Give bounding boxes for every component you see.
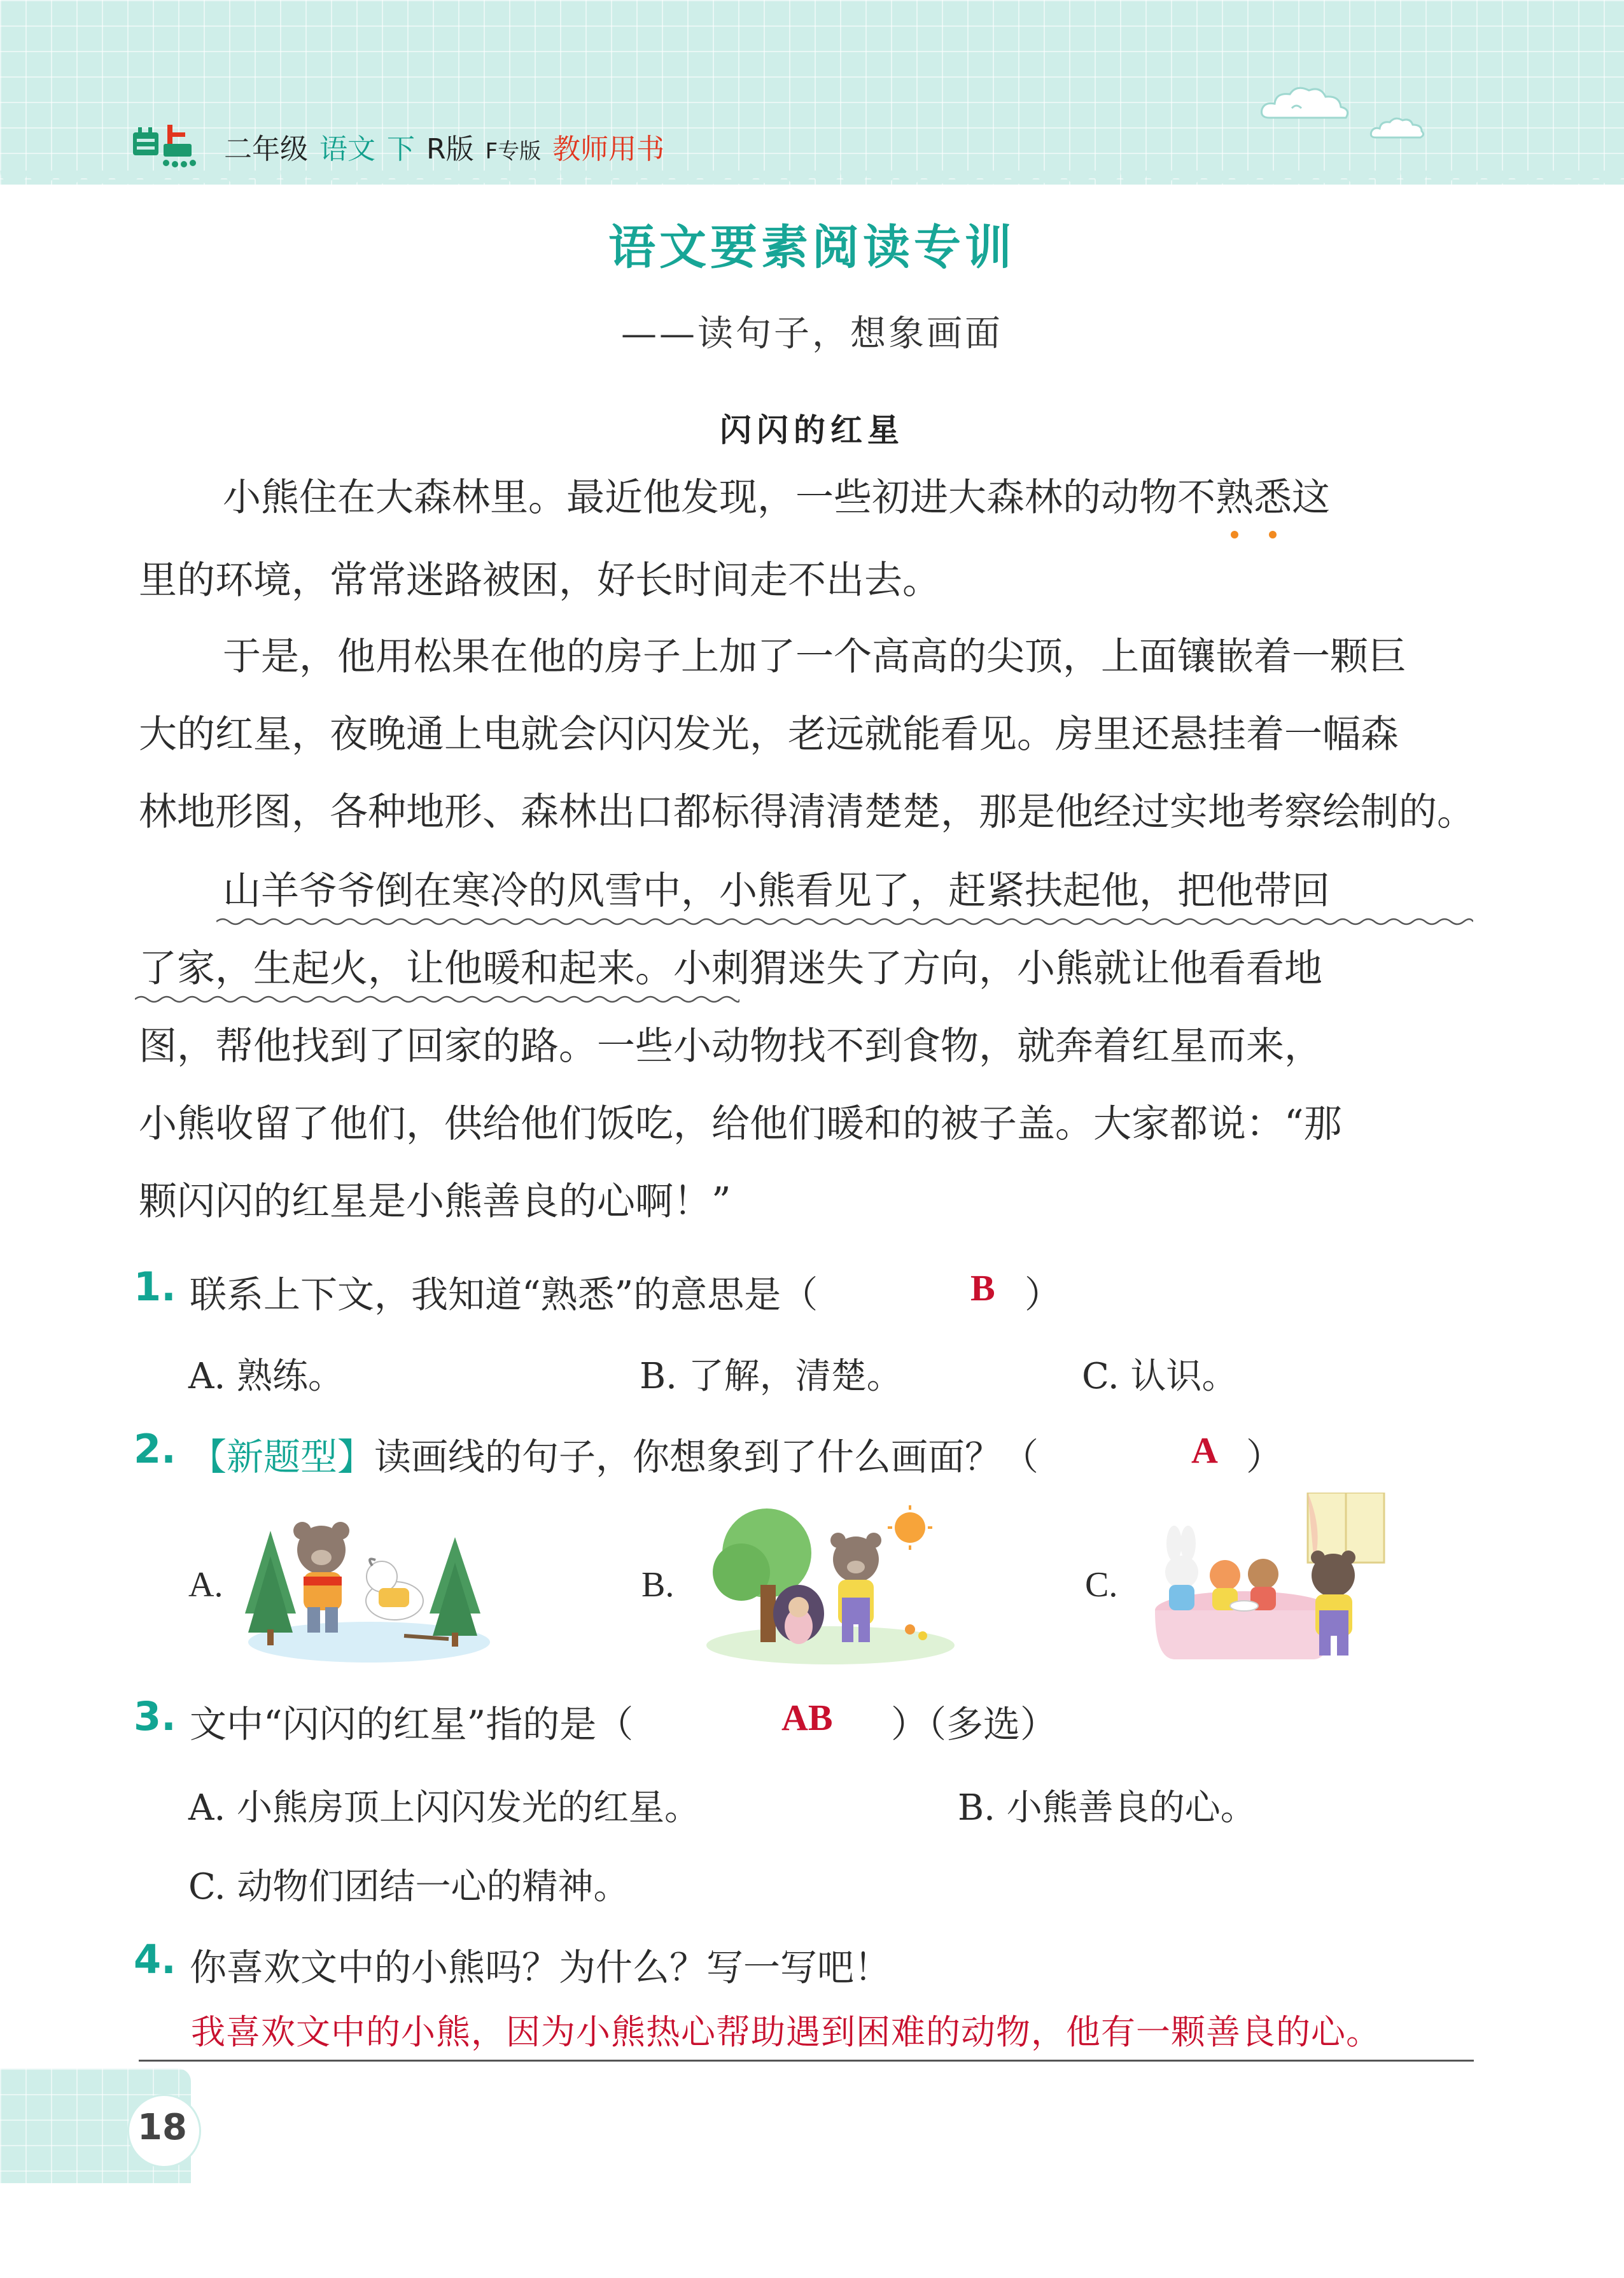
snow-scene-illustration [245, 1505, 493, 1664]
subject-label: 语文 [319, 133, 375, 165]
option-item: A. 小熊房顶上闪闪发光的红星。 [188, 1787, 701, 1829]
story-title: 闪闪的红星 [720, 412, 904, 449]
passage-line: 图，帮他找到了回家的路。一些小动物找不到食物，就奔着红星而来， [139, 1024, 1322, 1069]
wavy-underline [216, 917, 1473, 927]
header-scallop-edge [0, 171, 1624, 199]
question-number: 1. [134, 1263, 176, 1310]
question-number: 4. [134, 1936, 176, 1983]
question-3-answer: AB [781, 1697, 833, 1738]
option-label: C. [1085, 1565, 1118, 1605]
book-type-label: 教师用书 [552, 133, 665, 165]
option-label: B. [641, 1565, 675, 1605]
dining-scene-illustration [1149, 1493, 1390, 1664]
answer-line [139, 2060, 1474, 2062]
option-item: B. 了解，清楚。 [640, 1356, 902, 1397]
passage-line: 小熊收留了他们，供给他们饭吃，给他们暖和的被子盖。大家都说：“那 [139, 1102, 1342, 1146]
book-series-line [224, 126, 664, 164]
cloud-icon [1368, 115, 1425, 143]
question-4-answer: 我喜欢文中的小熊，因为小熊热心帮助遇到困难的动物，他有一颗善良的心。 [191, 2012, 1381, 2052]
page-number: 18 [137, 2107, 187, 2148]
grade-label: 二年级 [224, 133, 308, 165]
passage-line: 了家，生起火，让他暖和起来。小刺猬迷失了方向，小熊就让他看看地 [139, 946, 1322, 991]
new-question-type-tag: 【新题型】 [190, 1435, 375, 1479]
passage-line: 大的红星，夜晚通上电就会闪闪发光，老远就能看见。房里还悬挂着一幅森 [139, 712, 1399, 757]
special-edition-label: F专版 [485, 139, 542, 164]
question-3-close-paren: ）（多选） [891, 1703, 1058, 1746]
question-1-close-paren: ） [1025, 1273, 1062, 1316]
underlined-segment: 了家，生起火，让他暖和起来。 [139, 946, 673, 991]
underlined-passage-line: 山羊爷爷倒在寒冷的风雪中，小熊看见了，赶紧扶起他，把他带回 [223, 869, 1330, 913]
emphasis-dot-char: 悉 [1254, 475, 1292, 520]
passage-line: 于是，他用松果在他的房子上加了一个高高的尖顶，上面镶嵌着一颗巨 [223, 635, 1406, 679]
brand-logo [130, 121, 207, 172]
cloud-icon [1257, 83, 1352, 127]
option-item: C. 认识。 [1082, 1356, 1238, 1397]
emphasis-dot-char: 熟 [1215, 475, 1254, 520]
passage-line: 颗闪闪的红星是小熊善良的心啊！” [139, 1179, 731, 1224]
page-title: 语文要素阅读专训 [608, 220, 1016, 275]
question-4-text: 你喜欢文中的小熊吗？为什么？写一写吧！ [190, 1946, 892, 1989]
passage-line: 里的环境，常常迷路被困，好长时间走不出去。 [139, 558, 941, 603]
option-item: C. 动物们团结一心的精神。 [188, 1866, 629, 1908]
question-2-answer: A [1191, 1430, 1218, 1471]
hedgehog-scene-illustration [703, 1502, 958, 1668]
question-2-close-paren: ） [1246, 1435, 1284, 1479]
term-label: 下 [387, 133, 415, 165]
question-number: 2. [134, 1426, 176, 1472]
passage-line: 林地形图，各种地形、森林出口都标得清清楚楚，那是他经过实地考察绘制的。 [139, 790, 1475, 834]
question-number: 3. [134, 1693, 176, 1740]
question-1-text: 联系上下文，我知道“熟悉”的意思是（ [190, 1273, 818, 1316]
edition-label: R版 [426, 133, 474, 165]
option-item: A. 熟练。 [188, 1356, 344, 1397]
option-item: B. 小熊善良的心。 [958, 1787, 1256, 1829]
wavy-underline [135, 994, 739, 1004]
passage-line: 小熊住在大森林里。最近他发现，一些初进大森林的动物不熟悉这 [223, 475, 1330, 520]
question-3-text: 文中“闪闪的红星”指的是（ [190, 1703, 634, 1746]
option-label: A. [188, 1565, 223, 1605]
page-subtitle: ——读句子，想象画面 [621, 313, 1003, 355]
question-1-answer: B [970, 1267, 995, 1309]
question-2-text: 【新题型】读画线的句子，你想象到了什么画面？（ [190, 1435, 1039, 1479]
